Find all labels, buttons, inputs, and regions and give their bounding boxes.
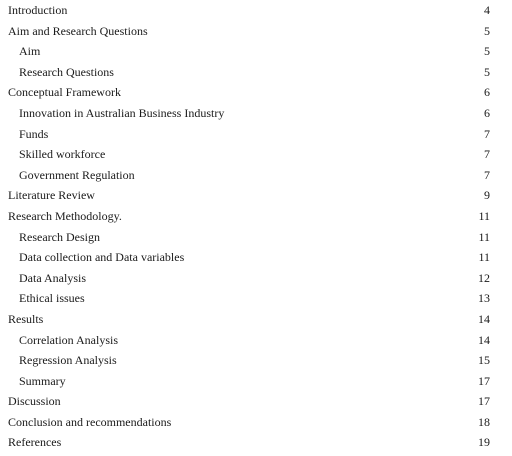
- toc-entry-research-methodology[interactable]: [0, 206, 512, 227]
- toc-entry-page-number: 5: [484, 64, 490, 79]
- toc-entry-discussion[interactable]: [0, 391, 512, 412]
- toc-entry-label: References: [8, 435, 62, 450]
- toc-entry-page-number: 9: [484, 188, 490, 203]
- toc-entry-literature-review[interactable]: [0, 185, 512, 206]
- toc-entry-label: Results: [8, 311, 44, 326]
- toc-entry-page-number: 7: [484, 147, 490, 162]
- toc-entry-page-number: 12: [478, 270, 490, 285]
- toc-entry-page-number: 6: [484, 105, 490, 120]
- toc-entry-label: Skilled workforce: [19, 147, 106, 162]
- toc-entry-page-number: 11: [478, 250, 490, 265]
- toc-entry-label: Data Analysis: [19, 270, 86, 285]
- toc-entry-results[interactable]: [0, 309, 512, 330]
- toc-entry-page-number: 7: [484, 167, 490, 182]
- toc-entry-label: Regression Analysis: [19, 353, 117, 368]
- toc-entry-label: Correlation Analysis: [19, 332, 118, 347]
- toc-entry-label: Research Methodology.: [8, 208, 122, 223]
- toc-entry-funds[interactable]: [0, 124, 512, 145]
- toc-entry-label: Conceptual Framework: [8, 85, 121, 100]
- toc-entry-innovation-in-australian-business-industry[interactable]: [0, 103, 512, 124]
- toc-entry-references[interactable]: [0, 432, 512, 453]
- toc-entry-summary[interactable]: [0, 371, 512, 392]
- toc-entry-label: Ethical issues: [19, 291, 85, 306]
- toc-entry-label: Government Regulation: [19, 167, 135, 182]
- toc-entry-skilled-workforce[interactable]: [0, 144, 512, 165]
- toc-entry-conceptual-framework[interactable]: [0, 82, 512, 103]
- toc-entry-label: Introduction: [8, 3, 68, 17]
- toc-entry-regression-analysis[interactable]: [0, 350, 512, 371]
- toc-entry-page-number: 17: [478, 394, 490, 409]
- toc-entry-introduction[interactable]: [0, 0, 512, 21]
- toc-entry-research-design[interactable]: [0, 227, 512, 248]
- toc-entry-label: Conclusion and recommendations: [8, 414, 172, 429]
- toc-entry-data-analysis[interactable]: [0, 268, 512, 289]
- toc-entry-label: Aim: [19, 44, 41, 59]
- toc-entry-page-number: 14: [478, 311, 490, 326]
- toc-entry-page-number: 5: [484, 44, 490, 59]
- toc-entry-page-number: 14: [478, 332, 490, 347]
- toc-entry-conclusion-and-recommendations[interactable]: [0, 412, 512, 433]
- toc-entry-label: Aim and Research Questions: [8, 23, 148, 38]
- toc-entry-data-collection-and-data-variables[interactable]: [0, 247, 512, 268]
- toc-entry-page-number: 17: [478, 373, 490, 388]
- toc-entry-label: Data collection and Data variables: [19, 250, 185, 265]
- toc-entry-page-number: 18: [478, 414, 490, 429]
- toc-entry-ethical-issues[interactable]: [0, 288, 512, 309]
- toc-entry-label: Literature Review: [8, 188, 95, 203]
- toc-entry-page-number: 5: [484, 23, 490, 38]
- toc-entry-research-questions[interactable]: [0, 62, 512, 83]
- toc-entry-aim-and-research-questions[interactable]: [0, 21, 512, 42]
- toc-entry-page-number: 13: [478, 291, 490, 306]
- toc-entry-label: Funds: [19, 126, 49, 141]
- toc-entry-page-number: 6: [484, 85, 490, 100]
- toc-entry-page-number: 7: [484, 126, 490, 141]
- toc-entry-label: Summary: [19, 373, 66, 388]
- toc-entry-label: Innovation in Australian Business Industry: [19, 105, 225, 120]
- toc-entry-label: Research Questions: [19, 64, 114, 79]
- toc-entry-page-number: 4: [484, 3, 490, 17]
- toc-entry-page-number: 15: [478, 353, 490, 368]
- toc-entry-page-number: 11: [478, 229, 490, 244]
- toc-entry-aim[interactable]: [0, 41, 512, 62]
- toc-entry-label: Research Design: [19, 229, 100, 244]
- toc-entry-label: Discussion: [8, 394, 61, 409]
- toc-entry-page-number: 11: [478, 208, 490, 223]
- toc-entry-government-regulation[interactable]: [0, 165, 512, 186]
- toc-entry-correlation-analysis[interactable]: [0, 330, 512, 351]
- toc-entry-page-number: 19: [478, 435, 490, 450]
